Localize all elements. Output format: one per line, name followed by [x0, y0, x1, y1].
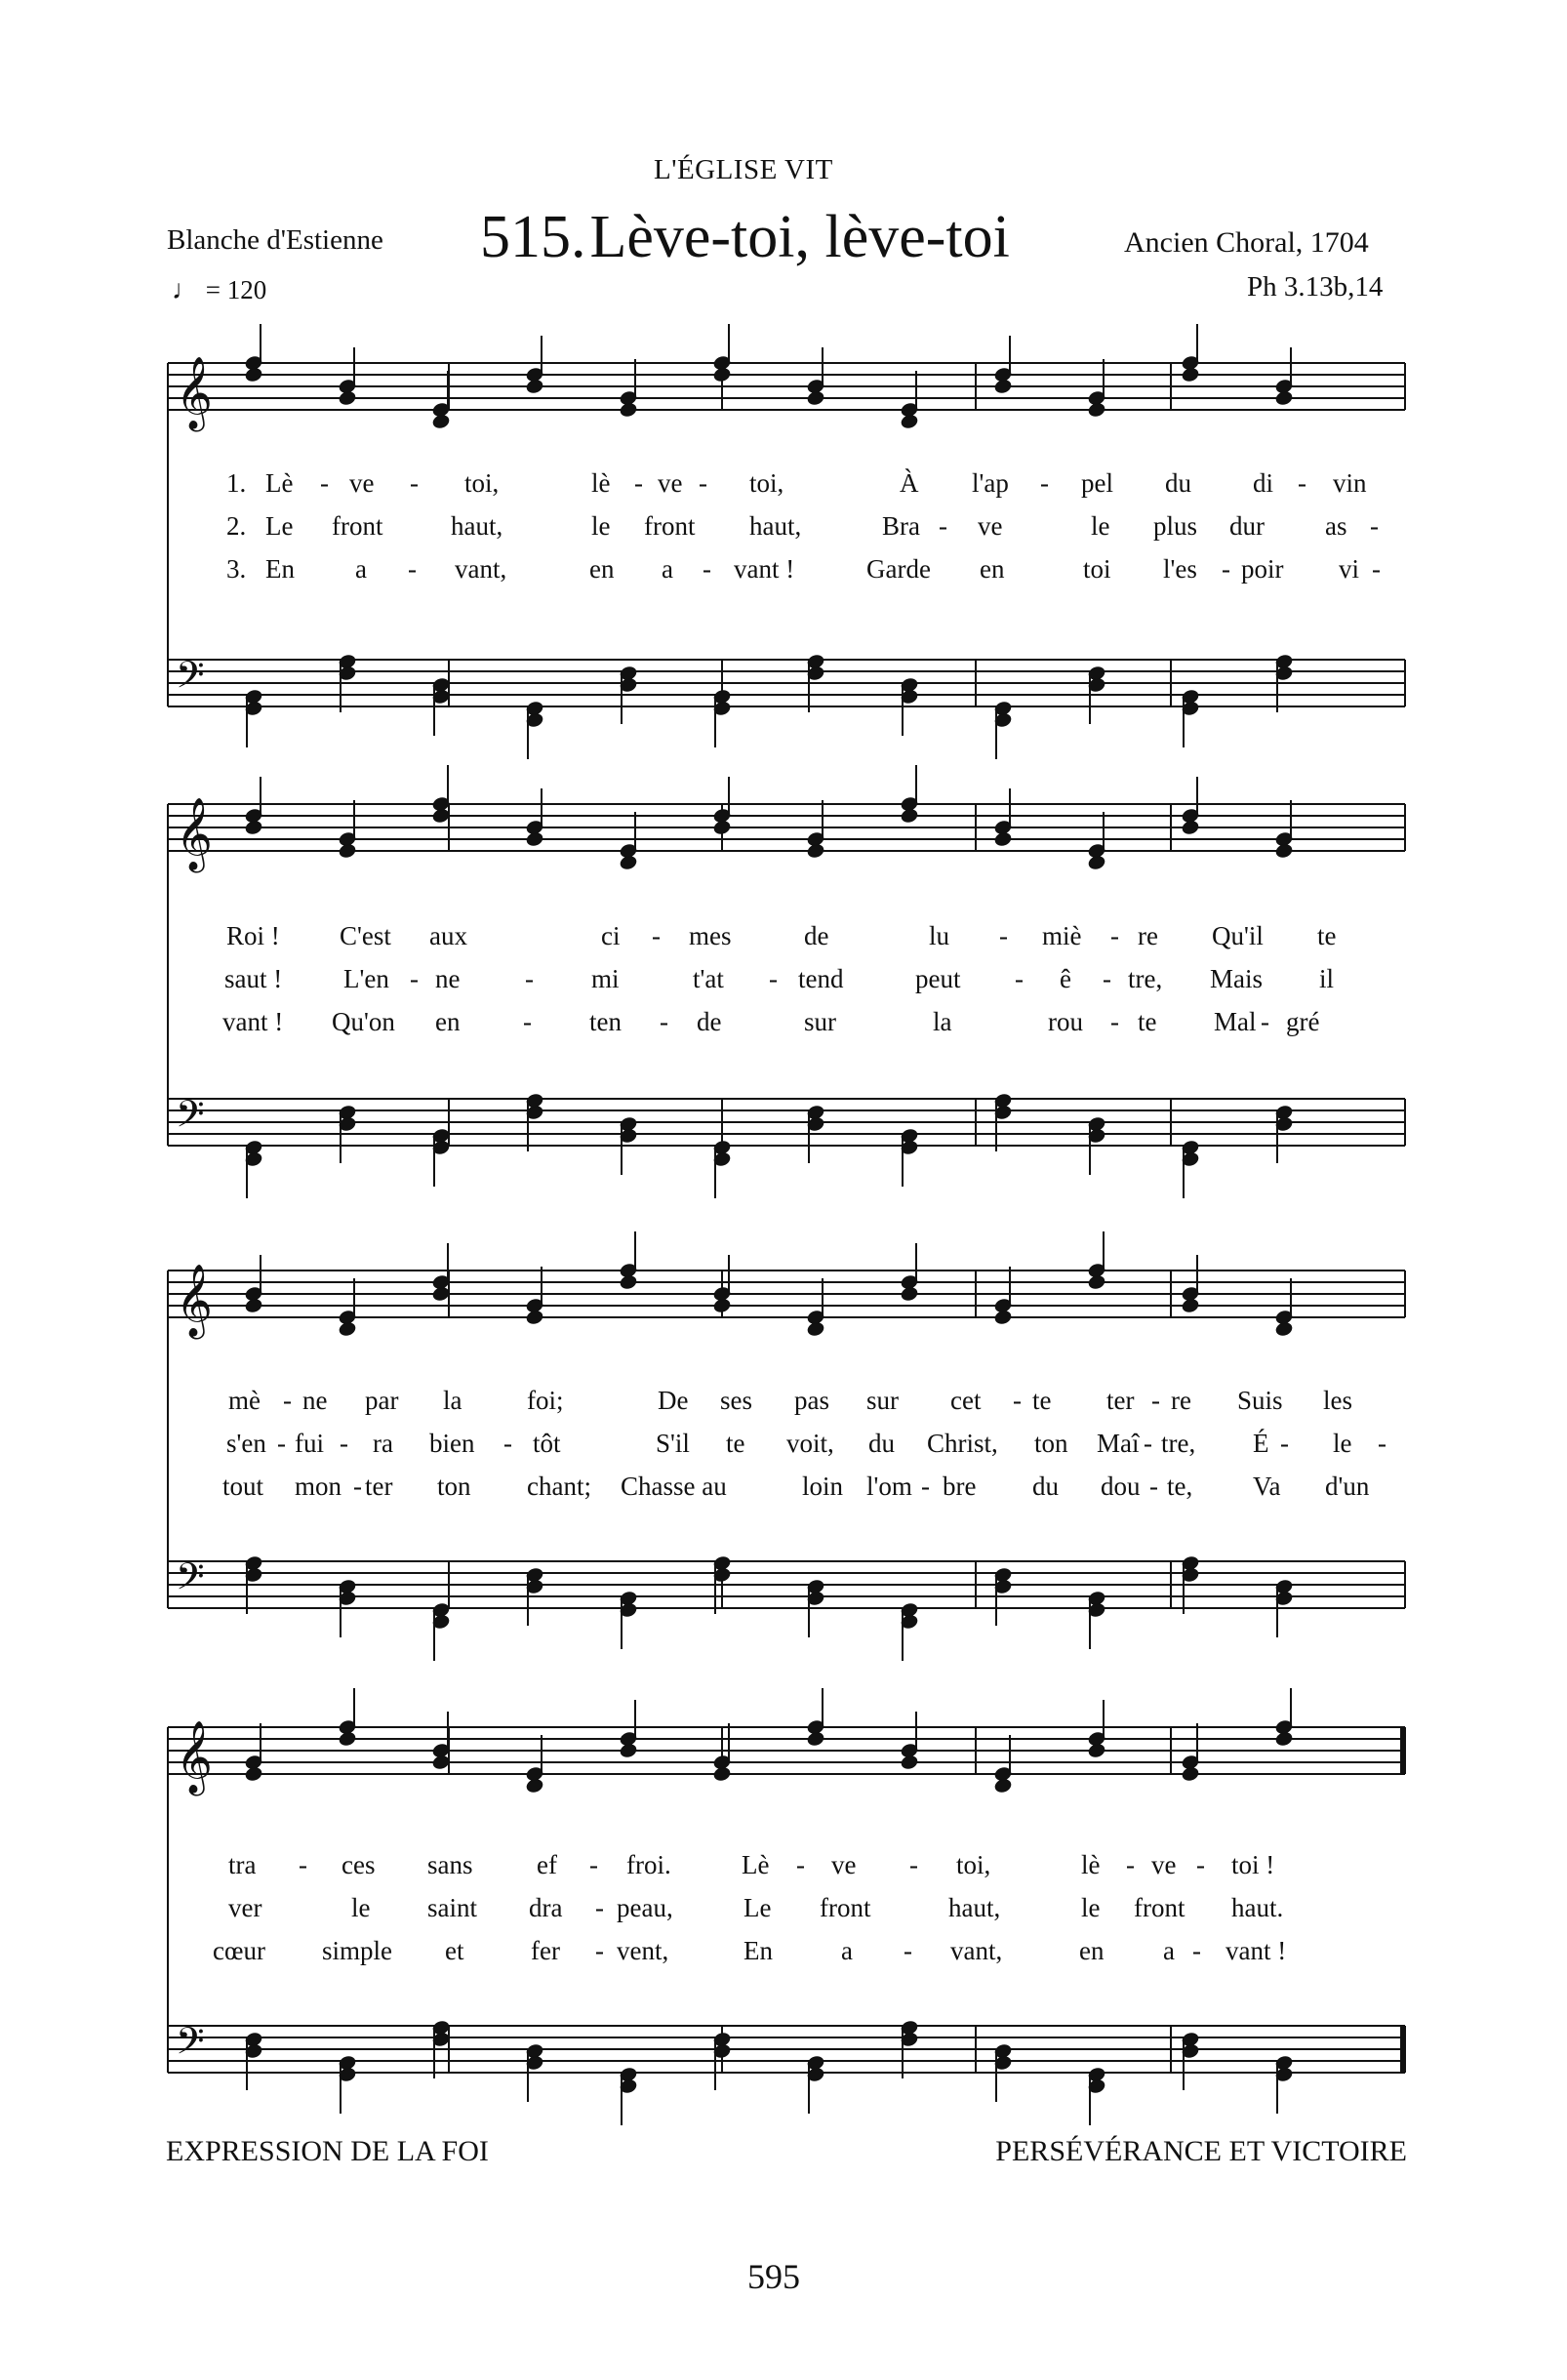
- syllable: -: [1372, 554, 1381, 584]
- syllable: bre: [943, 1472, 977, 1501]
- syllable: -: [1013, 1386, 1022, 1415]
- syllable: mes: [689, 921, 732, 950]
- svg-text:𝄢: 𝄢: [176, 653, 205, 706]
- svg-text:𝄞: 𝄞: [176, 1265, 213, 1337]
- syllable: ton: [1034, 1429, 1068, 1458]
- syllable: -: [1222, 554, 1230, 584]
- svg-text:𝄞: 𝄞: [176, 798, 213, 870]
- syllable: Lè: [742, 1850, 770, 1879]
- syllable: ve: [1151, 1850, 1177, 1879]
- syllable: de: [804, 921, 829, 950]
- syllable: saut !: [224, 964, 283, 993]
- syllable: front: [332, 511, 383, 541]
- syllable: a: [355, 554, 367, 584]
- svg-text:𝄢: 𝄢: [176, 1554, 205, 1607]
- syllable: Mal: [1214, 1007, 1257, 1036]
- syllable: -: [1126, 1850, 1135, 1879]
- footer-left: EXPRESSION DE LA FOI: [166, 2135, 489, 2167]
- syllable: ve: [658, 468, 683, 498]
- syllable: -: [634, 468, 643, 498]
- syllable: l'om: [866, 1472, 912, 1501]
- syllable: ve: [831, 1850, 857, 1879]
- syllable: du: [1032, 1472, 1059, 1501]
- syllable: par: [365, 1386, 399, 1415]
- syllable: tend: [798, 964, 844, 993]
- syllable: -: [283, 1386, 292, 1415]
- syllable: -: [353, 1472, 362, 1501]
- syllable: lè: [1081, 1850, 1101, 1879]
- syllable: mè: [228, 1386, 261, 1415]
- syllable: fui: [295, 1429, 324, 1458]
- syllable: Suis: [1237, 1386, 1283, 1415]
- syllable: front: [644, 511, 696, 541]
- syllable: 1.: [226, 468, 247, 498]
- syllable: -: [939, 511, 947, 541]
- syllable: -: [796, 1850, 805, 1879]
- syllable: en: [1079, 1936, 1105, 1965]
- syllable: ci: [601, 921, 621, 950]
- syllable: dra: [529, 1893, 563, 1922]
- syllable: De: [658, 1386, 689, 1415]
- syllable: S'il: [656, 1429, 690, 1458]
- syllable: re: [1171, 1386, 1191, 1415]
- syllable: peut: [915, 964, 961, 993]
- syllable: toi,: [749, 468, 784, 498]
- syllable: Bra: [882, 511, 920, 541]
- syllable: te: [1138, 1007, 1157, 1036]
- syllable: haut,: [451, 511, 503, 541]
- syllable: Garde: [866, 554, 931, 584]
- syllable: toi,: [956, 1850, 991, 1879]
- syllable: -: [340, 1429, 348, 1458]
- syllable: te,: [1167, 1472, 1193, 1501]
- syllable: En: [265, 554, 295, 584]
- syllable: du: [1165, 468, 1191, 498]
- syllable: pel: [1081, 468, 1113, 498]
- syllable: -: [1149, 1472, 1158, 1501]
- syllable: ve: [978, 511, 1003, 541]
- syllable: -: [652, 921, 661, 950]
- syllable: -: [277, 1429, 286, 1458]
- syllable: chant;: [527, 1472, 591, 1501]
- syllable: ra: [373, 1429, 393, 1458]
- syllable: -: [1110, 921, 1119, 950]
- syllable: Roi !: [226, 921, 280, 950]
- syllable: te: [1032, 1386, 1052, 1415]
- syllable: -: [904, 1936, 912, 1965]
- syllable: -: [769, 964, 778, 993]
- syllable: peau,: [617, 1893, 673, 1922]
- syllable: -: [595, 1936, 604, 1965]
- syllable: aux: [429, 921, 467, 950]
- syllable: du: [868, 1429, 895, 1458]
- syllable: -: [699, 468, 707, 498]
- syllable: plus: [1153, 511, 1198, 541]
- syllable: le: [1333, 1429, 1352, 1458]
- syllable: C'est: [340, 921, 391, 950]
- syllable: mi: [591, 964, 620, 993]
- syllable: froi.: [626, 1850, 671, 1879]
- syllable: fer: [531, 1936, 560, 1965]
- syllable: poir: [1241, 554, 1284, 584]
- quarter-note-icon: ♩: [172, 275, 199, 305]
- syllable: toi,: [464, 468, 500, 498]
- syllable: la: [443, 1386, 462, 1415]
- syllable: -: [503, 1429, 512, 1458]
- syllable: l'ap: [972, 468, 1009, 498]
- syllable: lu: [929, 921, 950, 950]
- section-title: L'ÉGLISE VIT: [654, 154, 833, 185]
- syllable: Mais: [1210, 964, 1263, 993]
- syllable: mon: [295, 1472, 342, 1501]
- syllable: foi;: [527, 1386, 564, 1415]
- syllable: le: [351, 1893, 371, 1922]
- syllable: ve: [349, 468, 375, 498]
- syllable: tôt: [533, 1429, 561, 1458]
- syllable: -: [410, 468, 419, 498]
- svg-text:𝄞: 𝄞: [176, 357, 213, 429]
- syllable: ne: [302, 1386, 328, 1415]
- syllable: ver: [228, 1893, 262, 1922]
- syllable: ef: [537, 1850, 557, 1879]
- syllable: les: [1323, 1386, 1352, 1415]
- syllable: a: [841, 1936, 853, 1965]
- page-number: 595: [747, 2257, 800, 2296]
- syllable: 2.: [226, 511, 247, 541]
- syllable: front: [820, 1893, 871, 1922]
- syllable: vant !: [222, 1007, 284, 1036]
- syllable: -: [1151, 1386, 1160, 1415]
- syllable: le: [1081, 1893, 1101, 1922]
- syllable: as: [1325, 511, 1347, 541]
- syllable: -: [410, 964, 419, 993]
- syllable: tre,: [1161, 1429, 1196, 1458]
- syllable: -: [595, 1893, 604, 1922]
- syllable: -: [320, 468, 329, 498]
- syllable: ê: [1060, 964, 1071, 993]
- syllable: la: [933, 1007, 952, 1036]
- syllable: -: [921, 1472, 930, 1501]
- syllable: a: [662, 554, 673, 584]
- syllable: et: [445, 1936, 464, 1965]
- syllable: d'un: [1325, 1472, 1370, 1501]
- syllable: haut,: [749, 511, 802, 541]
- syllable: -: [1378, 1429, 1386, 1458]
- syllable: tra: [228, 1850, 257, 1879]
- syllable: À: [900, 468, 919, 498]
- syllable: t'at: [693, 964, 724, 993]
- syllable: vent,: [617, 1936, 669, 1965]
- syllable: di: [1253, 468, 1274, 498]
- syllable: tout: [222, 1472, 264, 1501]
- syllable: dur: [1229, 511, 1265, 541]
- syllable: en: [435, 1007, 461, 1036]
- syllable: -: [999, 921, 1008, 950]
- syllable: ne: [435, 964, 461, 993]
- syllable: -: [1298, 468, 1306, 498]
- syllable: Maî: [1097, 1429, 1140, 1458]
- syllable: Christ,: [927, 1429, 998, 1458]
- syllable: Le: [265, 511, 294, 541]
- syllable: le: [591, 511, 611, 541]
- syllable: en: [589, 554, 615, 584]
- source-credit: Ancien Choral, 1704: [1124, 226, 1369, 259]
- syllable: -: [1040, 468, 1049, 498]
- scripture-reference: Ph 3.13b,14: [1247, 271, 1384, 303]
- syllable: vant,: [950, 1936, 1003, 1965]
- syllable: vi: [1339, 554, 1360, 584]
- syllable: -: [1192, 1936, 1201, 1965]
- syllable: pas: [794, 1386, 829, 1415]
- syllable: l'es: [1163, 554, 1197, 584]
- syllable: vin: [1333, 468, 1367, 498]
- syllable: -: [1196, 1850, 1205, 1879]
- syllable: toi: [1083, 554, 1111, 584]
- syllable: -: [1280, 1429, 1289, 1458]
- hymn-number: 515.: [480, 204, 586, 270]
- syllable: gré: [1286, 1007, 1320, 1036]
- svg-text:𝄢: 𝄢: [176, 1092, 205, 1145]
- syllable: -: [408, 554, 417, 584]
- syllable: Qu'on: [332, 1007, 395, 1036]
- syllable: L'en: [343, 964, 389, 993]
- syllable: loin: [802, 1472, 844, 1501]
- svg-text:𝄢: 𝄢: [176, 2019, 205, 2072]
- syllable: ces: [342, 1850, 376, 1879]
- syllable: en: [980, 554, 1005, 584]
- syllable: -: [589, 1850, 598, 1879]
- syllable: rou: [1048, 1007, 1083, 1036]
- syllable: cet: [950, 1386, 982, 1415]
- syllable: -: [1103, 964, 1111, 993]
- syllable: ter: [1106, 1386, 1135, 1415]
- syllable: haut,: [948, 1893, 1001, 1922]
- svg-text:𝄞: 𝄞: [176, 1721, 213, 1794]
- syllable: ten: [589, 1007, 622, 1036]
- syllable: Lè: [265, 468, 294, 498]
- syllable: toi !: [1231, 1850, 1275, 1879]
- syllable: miè: [1042, 921, 1082, 950]
- syllable: sur: [866, 1386, 899, 1415]
- syllable: bien: [429, 1429, 475, 1458]
- syllable: voit,: [786, 1429, 834, 1458]
- syllable: ses: [720, 1386, 752, 1415]
- syllable: Le: [743, 1893, 772, 1922]
- syllable: front: [1134, 1893, 1185, 1922]
- syllable: -: [1370, 511, 1379, 541]
- syllable: -: [1144, 1429, 1152, 1458]
- syllable: a: [1163, 1936, 1175, 1965]
- syllable: -: [299, 1850, 307, 1879]
- syllable: -: [703, 554, 711, 584]
- tempo-value: = 120: [205, 275, 267, 304]
- syllable: simple: [322, 1936, 392, 1965]
- syllable: il: [1319, 964, 1335, 993]
- syllable: -: [1015, 964, 1024, 993]
- syllable: re: [1138, 921, 1158, 950]
- syllable: lè: [591, 468, 611, 498]
- syllable: ter: [365, 1472, 393, 1501]
- syllable: ton: [437, 1472, 471, 1501]
- syllable: sans: [427, 1850, 473, 1879]
- syllable: vant,: [455, 554, 507, 584]
- author: Blanche d'Estienne: [167, 224, 383, 256]
- syllable: Chasse au: [621, 1472, 727, 1501]
- syllable: -: [523, 1007, 532, 1036]
- syllable: tre,: [1128, 964, 1163, 993]
- syllable: -: [525, 964, 534, 993]
- syllable: -: [660, 1007, 668, 1036]
- syllable: Qu'il: [1212, 921, 1264, 950]
- syllable: En: [743, 1936, 773, 1965]
- syllable: s'en: [226, 1429, 266, 1458]
- syllable: É: [1253, 1429, 1269, 1458]
- footer-right: PERSÉVÉRANCE ET VICTOIRE: [995, 2135, 1407, 2167]
- syllable: te: [1317, 921, 1337, 950]
- syllable: cœur: [213, 1936, 265, 1965]
- syllable: le: [1091, 511, 1110, 541]
- syllable: sur: [804, 1007, 836, 1036]
- syllable: Va: [1253, 1472, 1281, 1501]
- syllable: de: [697, 1007, 722, 1036]
- syllable: 3.: [226, 554, 247, 584]
- syllable: haut.: [1231, 1893, 1284, 1922]
- syllable: vant !: [734, 554, 795, 584]
- syllable: -: [1110, 1007, 1119, 1036]
- syllable: vant !: [1225, 1936, 1287, 1965]
- syllable: -: [1261, 1007, 1269, 1036]
- syllable: saint: [427, 1893, 477, 1922]
- hymn-title: Lève-toi, lève-toi: [589, 204, 1010, 270]
- syllable: dou: [1101, 1472, 1141, 1501]
- syllable: -: [909, 1850, 918, 1879]
- syllable: te: [726, 1429, 745, 1458]
